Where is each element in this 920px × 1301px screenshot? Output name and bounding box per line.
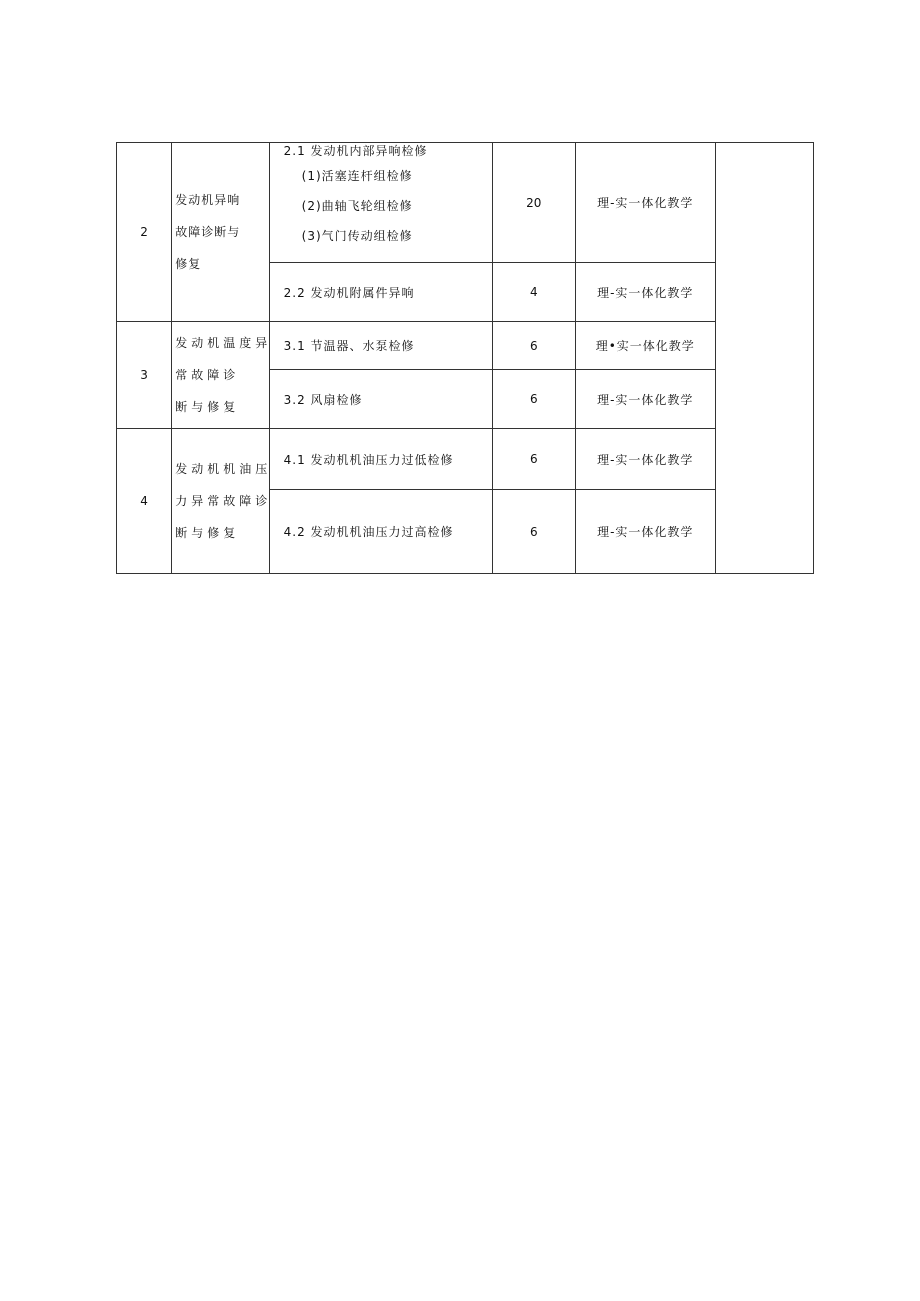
module-number: 2 <box>117 143 172 322</box>
topic-title: 2.1 发动机内部异响检修 <box>283 144 428 158</box>
subtopic-item: (2)曲轴飞轮组检修 <box>301 199 413 213</box>
topic-cell <box>269 370 492 429</box>
module-name-line: 故障诊断与 <box>175 225 241 239</box>
subtopic-item: (1)活塞连杆组检修 <box>301 169 413 183</box>
course-schedule-table <box>116 142 814 574</box>
topic-cell <box>269 143 492 263</box>
hours-cell: 6 <box>492 322 575 370</box>
remarks-cell <box>715 143 813 574</box>
module-name-line: 力异常故障诊 <box>175 494 272 508</box>
module-name-line: 断与修复 <box>175 400 240 414</box>
module-name-line: 修复 <box>175 257 202 271</box>
subtopic-list <box>270 161 492 251</box>
module-name-line: 常故障诊 <box>175 368 240 382</box>
topic-title: 3.2 风扇检修 <box>283 392 363 407</box>
module-name-cell <box>172 322 272 429</box>
topic-title: 3.1 节温器、水泵检修 <box>283 339 415 353</box>
table-row <box>117 322 814 370</box>
subtopic-item: (3)气门传动组检修 <box>301 229 413 243</box>
topic-cell <box>269 322 492 370</box>
topic-cell <box>269 263 492 322</box>
module-name-cell <box>172 143 269 322</box>
hours-cell: 6 <box>492 490 575 574</box>
topic-title: 4.2 发动机机油压力过高检修 <box>283 525 454 539</box>
module-name-line: 断与修复 <box>175 526 240 540</box>
module-number: 4 <box>117 429 172 574</box>
teaching-method-cell: 理-实一体化教学 <box>575 143 715 263</box>
module-name-line: 发动机机油压 <box>175 462 272 476</box>
module-number: 3 <box>117 322 172 429</box>
hours-cell: 6 <box>492 370 575 429</box>
teaching-method-cell: 理-实一体化教学 <box>575 370 715 429</box>
table-row <box>117 143 814 263</box>
topic-cell <box>269 490 492 574</box>
hours-cell: 20 <box>492 143 575 263</box>
teaching-method-cell: 理-实一体化教学 <box>575 490 715 574</box>
module-name-line: 发动机异响 <box>175 193 241 207</box>
table-row <box>117 429 814 490</box>
hours-cell: 6 <box>492 429 575 490</box>
teaching-method-cell: 理•实一体化教学 <box>575 322 715 370</box>
teaching-method-cell: 理-实一体化教学 <box>575 263 715 322</box>
topic-title: 2.2 发动机附属件异响 <box>283 285 415 300</box>
hours-cell: 4 <box>492 263 575 322</box>
module-name-cell <box>172 429 272 574</box>
module-name-line: 发动机温度异 <box>175 336 272 350</box>
topic-title: 4.1 发动机机油压力过低检修 <box>283 452 454 467</box>
topic-cell <box>269 429 492 490</box>
teaching-method-cell: 理-实一体化教学 <box>575 429 715 490</box>
